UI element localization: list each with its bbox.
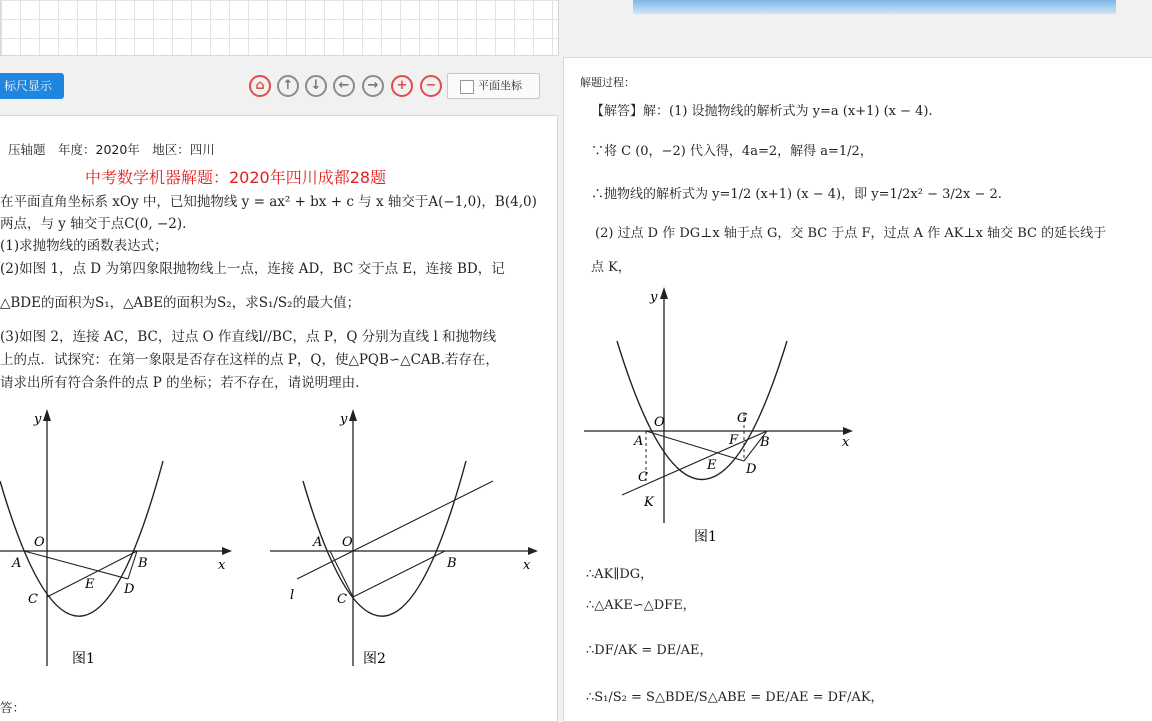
axis-x-label: x	[842, 435, 850, 450]
point-O-label: O	[34, 535, 45, 550]
solution-line: 点 K，	[591, 260, 631, 275]
problem-line: 请求出所有符合条件的点 P 的坐标；若不存在，请说明理由.	[0, 375, 360, 391]
solution-line: ∴△AKE∽△DFE，	[586, 598, 696, 613]
ruler-display-button[interactable]	[0, 73, 64, 99]
zoom-in-icon[interactable]: +	[391, 75, 413, 97]
point-B-label: B	[138, 556, 148, 571]
home-icon[interactable]: ⌂	[249, 75, 271, 97]
problem-line: (2)如图 1，点 D 为第四象限抛物线上一点，连接 AD，BC 交于点 E，连接 BD，记	[0, 261, 505, 277]
answer-label: 答：	[0, 700, 26, 715]
point-C-label: C	[638, 470, 648, 485]
solution-figure-caption: 图1	[694, 529, 717, 545]
solution-figure-1	[582, 283, 862, 551]
plane-checkbox[interactable]	[460, 80, 474, 94]
figure-1-caption: 图1	[72, 651, 95, 667]
solution-line: ∴S₁/S₂ = S△BDE/S△ABE = DE/AE = DF/AK，	[586, 690, 884, 705]
point-A-label: A	[12, 556, 22, 571]
point-G-label: G	[737, 411, 748, 426]
solution-header: 解题过程：	[580, 76, 635, 89]
arrow-right-icon[interactable]: →	[362, 75, 384, 97]
arrow-up-icon[interactable]: ↑	[277, 75, 299, 97]
point-A-label: A	[634, 434, 644, 449]
point-D-label: D	[746, 462, 757, 477]
problem-line: 上的点．试探究：在第一象限是否存在这样的点 P，Q，使△PQB∽△CAB.若存在，	[0, 352, 499, 368]
arrow-down-icon[interactable]: ↓	[305, 75, 327, 97]
problem-panel	[0, 115, 558, 722]
figure-2-caption: 图2	[363, 651, 386, 667]
point-F-label: F	[729, 433, 739, 448]
point-B-label: B	[447, 556, 457, 571]
point-O-label: O	[654, 415, 665, 430]
solution-line: (2) 过点 D 作 DG⊥x 轴于点 G，交 BC 于点 F，过点 A 作 AK⊥x 轴交 BC 的延长线于	[595, 226, 1107, 241]
solution-panel	[563, 57, 1152, 722]
point-E-label: E	[707, 458, 717, 473]
problem-line: (3)如图 2，连接 AC，BC，过点 O 作直线l//BC，点 P，Q 分别为直线 l 和抛物线	[0, 329, 497, 345]
arrow-left-icon[interactable]: ←	[333, 75, 355, 97]
axis-y-label: y	[34, 412, 42, 427]
solution-line: ∴抛物线的解析式为 y=1/2 (x+1) (x − 4)，即 y=1/2x² − 3/2x − 2.	[591, 187, 1002, 202]
point-D-label: D	[124, 582, 135, 597]
solution-line: ∵将 C (0，−2) 代入得，4a=2，解得 a=1/2，	[591, 144, 873, 159]
problem-line: △BDE的面积为S₁，△ABE的面积为S₂，求S₁/S₂的最大值；	[0, 295, 361, 311]
problem-figure-2	[265, 401, 550, 671]
solution-line: ∴DF/AK = DE/AE，	[586, 643, 713, 658]
plane-label: 平面坐标	[478, 79, 522, 92]
point-E-label: E	[85, 577, 95, 592]
banner-image	[633, 0, 1116, 14]
problem-line: 在平面直角坐标系 xOy 中，已知抛物线 y = ax² + bx + c 与 x 轴交于A(−1,0)，B(4,0)	[0, 194, 537, 210]
solution-line: 【解答】解：(1) 设抛物线的解析式为 y=a (x+1) (x − 4).	[591, 104, 933, 119]
problem-meta: 压轴题 年度：2020年 地区：四川	[8, 142, 215, 157]
zoom-out-icon[interactable]: −	[420, 75, 442, 97]
ruler-display-label: 标尺显示	[4, 79, 53, 93]
axis-y-label: y	[650, 290, 658, 305]
plane-coordinate-toggle[interactable]	[447, 73, 540, 99]
coordinate-grid-panel[interactable]	[0, 0, 559, 56]
problem-line: 两点，与 y 轴交于点C(0, −2).	[0, 216, 187, 232]
point-C-label: C	[337, 592, 347, 607]
axis-x-label: x	[523, 558, 531, 573]
line-l-label: l	[290, 588, 295, 603]
axis-x-label: x	[218, 558, 226, 573]
problem-figure-1	[0, 401, 260, 671]
point-O-label: O	[342, 535, 353, 550]
point-C-label: C	[28, 592, 38, 607]
problem-line: (1)求抛物线的函数表达式；	[0, 238, 168, 254]
point-B-label: B	[760, 435, 770, 450]
problem-title: 中考数学机器解题：2020年四川成都28题	[85, 168, 387, 187]
point-A-label: A	[313, 535, 323, 550]
solution-line: ∴AK∥DG，	[586, 567, 654, 582]
point-K-label: K	[644, 495, 654, 510]
axis-y-label: y	[340, 412, 348, 427]
